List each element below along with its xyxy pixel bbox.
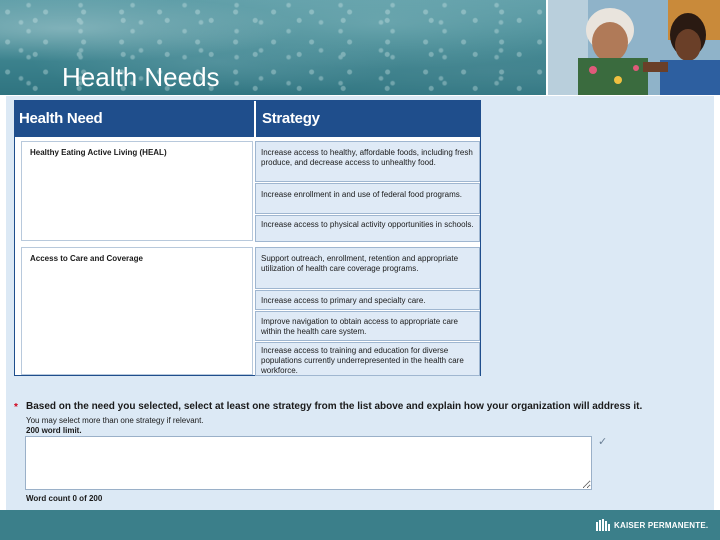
strategy-option[interactable]: Improve navigation to obtain access to appropriate care within the health care system. (255, 311, 480, 341)
strategy-column-header: Strategy (262, 110, 320, 127)
application-form (0, 96, 720, 510)
word-count: Word count 0 of 200 (26, 494, 103, 503)
check-icon: ✓ (598, 436, 608, 448)
strategy-option[interactable]: Increase access to training and education for diverse populations currently underrepresented in the health care workforce. (255, 342, 480, 376)
title-banner (0, 0, 546, 95)
kaiser-permanente-logo (596, 518, 708, 532)
health-need-heal[interactable]: Healthy Eating Active Living (HEAL) (21, 141, 253, 241)
health-need-column-header: Health Need (19, 110, 103, 127)
form-panel (6, 96, 714, 510)
strategy-option[interactable]: Increase enrollment in and use of federal food programs. (255, 183, 480, 214)
question-label: Based on the need you selected, select at least one strategy from the list above and explain how your organization will address it. (26, 401, 643, 412)
strategy-option[interactable]: Increase access to physical activity opportunities in schools. (255, 215, 480, 242)
question-hint: You may select more than one strategy if relevant. (26, 416, 204, 425)
word-limit-label: 200 word limit. (26, 426, 82, 435)
header-photo (548, 0, 720, 95)
health-need-access-to-care[interactable]: Access to Care and Coverage (21, 247, 253, 375)
strategy-option[interactable]: Increase access to primary and specialty care. (255, 290, 480, 310)
strategy-explanation-textarea[interactable] (25, 436, 592, 490)
slide-title: Health Needs (62, 62, 220, 92)
required-marker: * (14, 402, 18, 413)
strategy-option[interactable]: Increase access to healthy, affordable foods, including fresh produce, and decrease access to unhealthy food. (255, 141, 480, 182)
footer-bar (0, 510, 720, 540)
health-need-table (14, 100, 481, 376)
logo-text: KAISER PERMANENTE. (614, 520, 709, 530)
table-header (15, 101, 480, 137)
strategy-option[interactable]: Support outreach, enrollment, retention and appropriate utilization of health care coverage programs. (255, 247, 480, 289)
header-divider (254, 101, 256, 137)
kaiser-permanente-logo-icon (596, 519, 612, 531)
